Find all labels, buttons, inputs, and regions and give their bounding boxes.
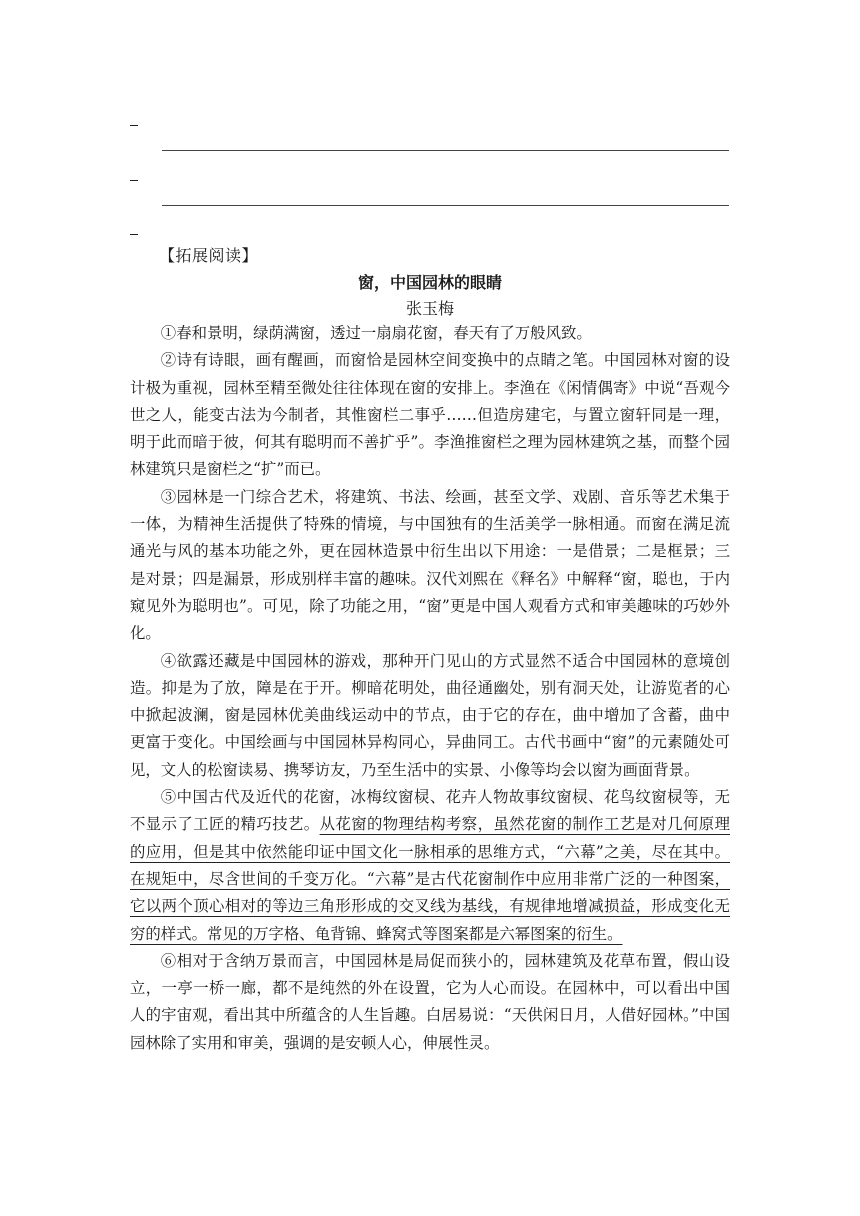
paragraph-1: ①春和景明，绿荫满窗，透过一扇扇花窗，春天有了万般风致。 <box>160 324 592 342</box>
paragraph-2: ②诗有诗眼，画有醒画，而窗恰是园林空间变换中的点睛之笔。中国园林对窗的设计极为重视，园林至精至微处往往体现在窗的安排上。李渔在《闲情偶寄》中说“吾观今世之人，能变古法为今制者，其惟窗栏二事乎……但造房建宅，与置立窗轩同是一理，明于此而暗于彼，何其有聪明而不善扩乎”。李渔推窗栏之理为园林建筑之基，而整个园林建筑只是窗栏之“扩”而已。 <box>130 351 730 479</box>
paragraph-4: ④欲露还藏是中国园林的游戏，那种开门见山的方式显然不适合中国园林的意境创造。抑是为了放，障是在于开。柳暗花明处，曲径通幽处，别有洞天处，让游览者的心中掀起波澜，窗是园林优美曲线运动中的节点，由于它的存在，曲中增加了含蓄，曲中更富于变化。中国绘画与中国园林异构同心，异曲同工。古代书画中“窗”的元素随处可见，文人的松窗读易、携琴访友，乃至生活中的实景、小像等均会以窗为画面背景。 <box>130 651 730 779</box>
paragraph-3: ③园林是一门综合艺术，将建筑、书法、绘画，甚至文学、戏剧、音乐等艺术集于一体，为精神生活提供了特殊的情境，与中国独有的生活美学一脉相通。而窗在满足流通光与风的基本功能之外，更在园林造景中衍生出以下用途：一是借景；二是框景；三是对景；四是漏景，形成别样丰富的趣味。汉代刘熙在《释名》中解释“窗，聪也，于内窥见外为聪明也”。可见，除了功能之用，“窗”更是中国人观看方式和审美趣味的巧妙外化。 <box>130 487 730 643</box>
article-body <box>130 320 730 1057</box>
underlined-sentence: 从花窗的物理结构考察，虽然花窗的制作工艺是对几何原理的应用，但是其中依然能印证中国文化一脉相承的思维方式，“六幕”之美，尽在其中。在规矩中，尽含世间的千变万化。“六幕”是古代花窗制作中应用非常广泛的一种图案，它以两个顶心相对的等边三角形形成的交叉线为基线，有规律地增减损益，形成变化无穷的样式。常见的万字格、龟背锦、蜂窝式等图案都是六幂图案的衍生。 <box>130 815 730 943</box>
paragraph-5-lead: ⑤中国古代及近代的花窗，冰梅纹窗棂、花卉人物故事纹窗棂、花鸟纹窗棂等，无不显示了工匠的精巧技艺。 <box>130 788 730 834</box>
answer-line[interactable] <box>162 150 729 151</box>
article-author: 张玉梅 <box>405 299 454 318</box>
blank-marker <box>130 125 138 126</box>
article-title: 窗，中国园林的眼睛 <box>357 273 502 292</box>
answer-line[interactable] <box>162 205 729 206</box>
paragraph-6: ⑥相对于含纳万景而言，中国园林是局促而狭小的，园林建筑及花草布置，假山设立，一亭一桥一廊，都不是纯然的外在设置，它为人心而设。在园林中，可以看出中国人的宇宙观，看出其中所蕴含的人生旨趣。白居易说：“天供闲日月，人借好园林。”中国园林除了实用和审美，强调的是安顿人心，伸展性灵。 <box>130 951 730 1052</box>
section-label: 【拓展阅读】 <box>159 246 259 265</box>
blank-marker <box>130 180 138 181</box>
blank-marker <box>130 234 138 235</box>
paragraph-5 <box>130 784 730 948</box>
